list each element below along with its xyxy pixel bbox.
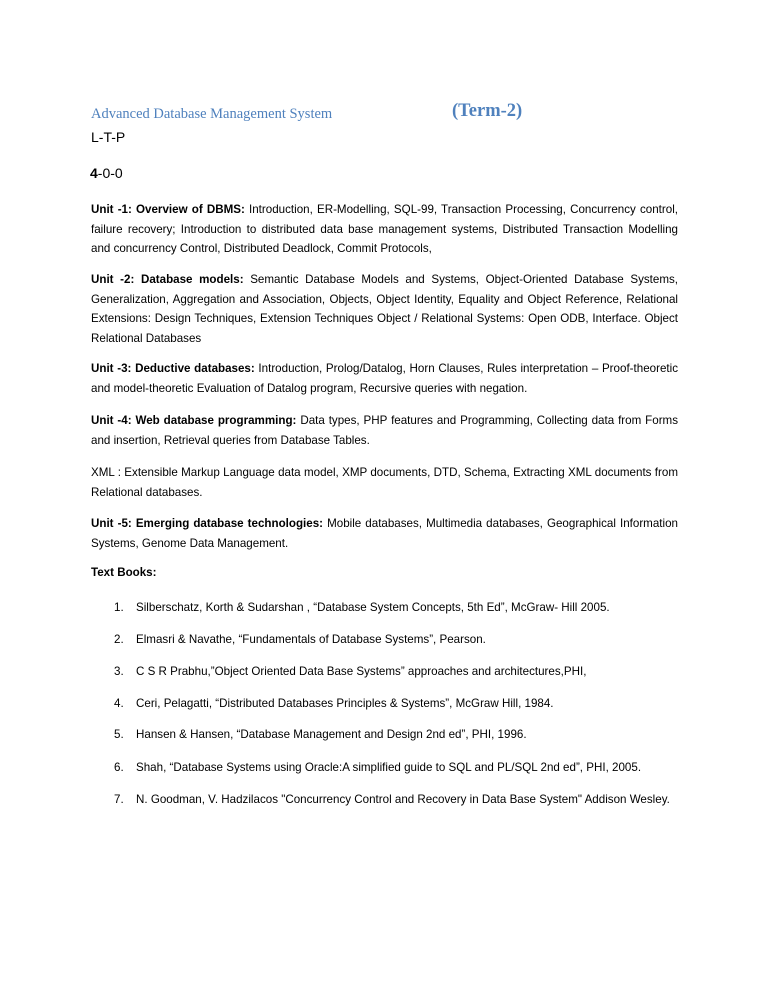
text-books-heading: Text Books: bbox=[91, 566, 157, 579]
unit-3-paragraph bbox=[91, 359, 678, 398]
text-book-number: 4. bbox=[114, 697, 124, 710]
unit-1-heading: Unit -1: Overview of DBMS: bbox=[91, 203, 245, 216]
unit-5-text: Mobile databases, Multimedia databases, Geographical Information Systems, Genome Data Management. bbox=[91, 517, 678, 550]
text-book-number: 5. bbox=[114, 728, 124, 741]
unit-2-heading: Unit -2: Database models: bbox=[91, 273, 244, 286]
text-book-item bbox=[114, 725, 678, 745]
text-book-citation: Hansen & Hansen, “Database Management and Design 2nd ed”, PHI, 1996. bbox=[136, 728, 527, 741]
text-book-item bbox=[114, 630, 678, 650]
text-book-item bbox=[114, 790, 678, 810]
text-book-number: 6. bbox=[114, 761, 124, 774]
title-row bbox=[91, 101, 691, 129]
text-book-citation: Ceri, Pelagatti, “Distributed Databases Principles & Systems”, McGraw Hill, 1984. bbox=[136, 697, 554, 710]
xml-text: XML : Extensible Markup Language data model, XMP documents, DTD, Schema, Extracting XML documents from Relational databases. bbox=[91, 466, 678, 499]
unit-5-heading: Unit -5: Emerging database technologies: bbox=[91, 517, 324, 530]
unit-4-paragraph bbox=[91, 411, 678, 450]
ltp-value bbox=[90, 165, 123, 181]
ltp-label: L-T-P bbox=[91, 129, 126, 145]
text-book-item bbox=[114, 694, 678, 714]
unit-1-text: Introduction, ER-Modelling, SQL-99, Transaction Processing, Concurrency control, failure recovery; Introduction to distributed data base management systems, Distributed Transaction Modelling and concurrency Control, Distributed Deadlock, Commit Protocols, bbox=[91, 203, 678, 255]
text-book-citation: N. Goodman, V. Hadzilacos "Concurrency Control and Recovery in Data Base System" Addison Wesley. bbox=[136, 793, 670, 806]
page-title: Advanced Database Management System bbox=[91, 106, 333, 122]
xml-paragraph bbox=[91, 463, 678, 502]
text-book-citation: C S R Prabhu,”Object Oriented Data Base Systems” approaches and architectures,PHI, bbox=[136, 665, 587, 678]
term-label: (Term-2) bbox=[452, 101, 523, 121]
ltp-lecture-value: 4 bbox=[90, 165, 98, 181]
unit-2-text: Semantic Database Models and Systems, Object-Oriented Database Systems, Generalization, Aggregation and Association, Objects, Object Identity, Equality and Object Reference, Relational Extensions: Design Techniques, Extension Techniques Object / Relational Systems: Open ODB, Interface. Object Relational Databases bbox=[91, 273, 679, 345]
unit-2-paragraph bbox=[91, 270, 678, 348]
ltp-rest-value: -0-0 bbox=[97, 165, 123, 181]
text-book-number: 2. bbox=[114, 633, 124, 646]
unit-4-text: Data types, PHP features and Programming, Collecting data from Forms and insertion, Retrieval queries from Database Tables. bbox=[91, 414, 679, 447]
unit-3-text: Introduction, Prolog/Datalog, Horn Clauses, Rules interpretation – Proof-theoretic and model-theoretic Evaluation of Datalog program, Recursive queries with negation. bbox=[91, 362, 678, 395]
text-book-item bbox=[114, 598, 678, 618]
text-book-citation: Elmasri & Navathe, “Fundamentals of Database Systems”, Pearson. bbox=[136, 633, 486, 646]
text-book-number: 1. bbox=[114, 601, 124, 614]
text-book-number: 3. bbox=[114, 665, 124, 678]
unit-3-heading: Unit -3: Deductive databases: bbox=[91, 362, 255, 375]
text-book-citation: Silberschatz, Korth & Sudarshan , “Database System Concepts, 5th Ed”, McGraw- Hill 2005. bbox=[136, 601, 610, 614]
text-book-item bbox=[114, 758, 678, 778]
text-book-citation: Shah, “Database Systems using Oracle:A simplified guide to SQL and PL/SQL 2nd ed”, PHI, 2005. bbox=[136, 761, 642, 774]
text-book-item bbox=[114, 662, 678, 682]
unit-1-paragraph bbox=[91, 200, 678, 259]
unit-5-paragraph bbox=[91, 514, 678, 553]
text-book-number: 7. bbox=[114, 793, 124, 806]
unit-4-heading: Unit -4: Web database programming: bbox=[91, 414, 297, 427]
